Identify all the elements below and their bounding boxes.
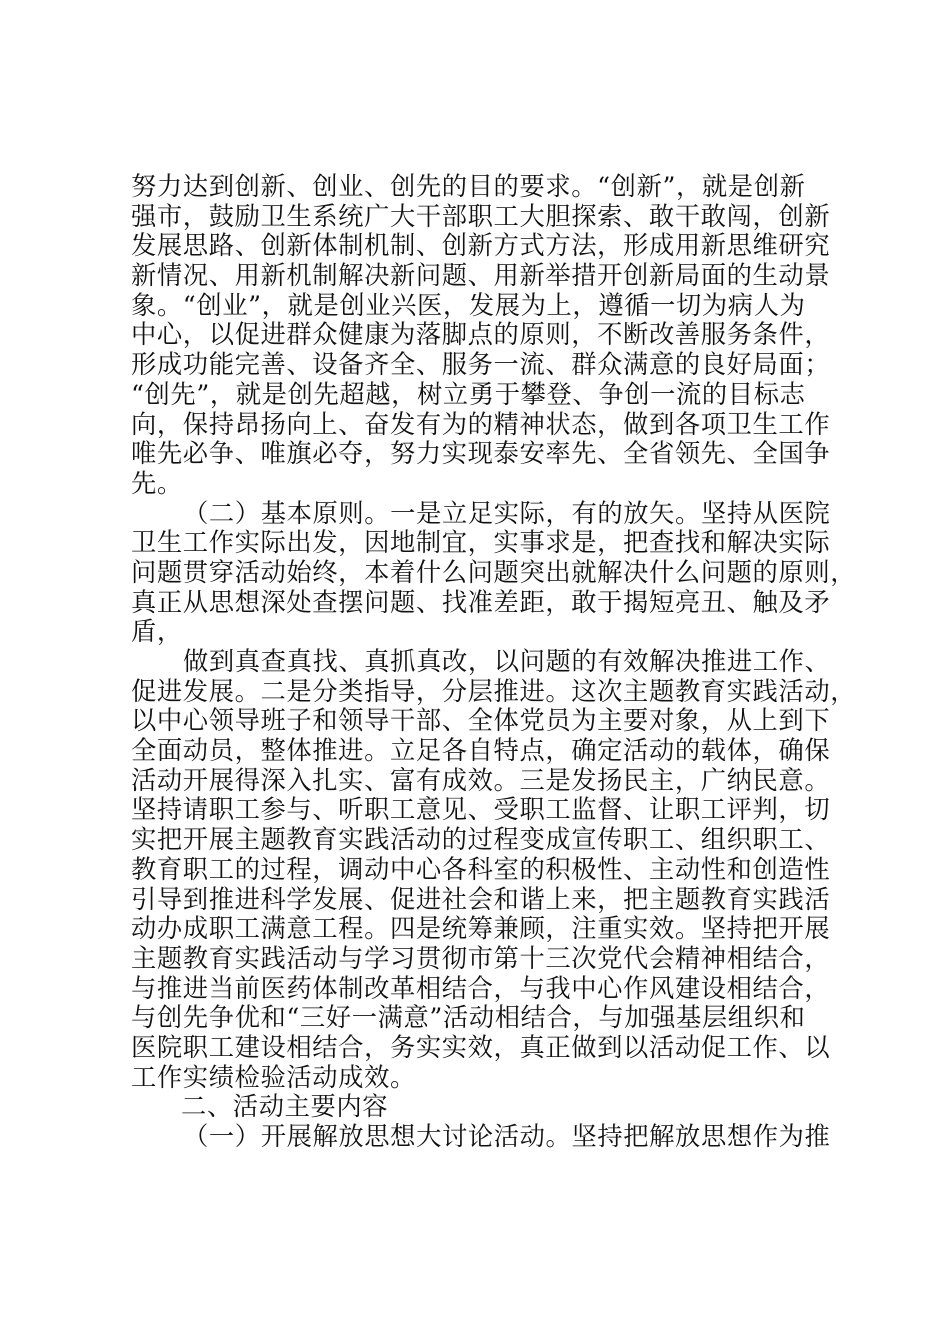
text-line: 引导到推进科学发展、促进社会和谐上来，把主题教育实践活 [131,884,831,914]
text-line: 坚持请职工参与、听职工意见、受职工监督、让职工评判，切 [131,795,831,825]
text-line: 教育职工的过程，调动中心各科室的积极性、主动性和创造性 [131,854,831,884]
text-line: 与创先争优和“三好一满意”活动相结合，与加强基层组织和 [131,1003,806,1033]
text-line: 卫生工作实际出发，因地制宜，实事求是，把查找和解决实际 [131,528,831,558]
text-line: 全面动员，整体推进。立足各自特点，确定活动的载体，确保 [131,736,831,766]
text-line: 象。“创业”，就是创业兴医，发展为上，遵循一切为病人为 [131,290,806,320]
text-line: 真正从思想深处查摆问题、找准差距，敢于揭短亮丑、触及矛 [131,587,831,617]
text-line: 发展思路、创新体制机制、创新方式方法，形成用新思维研究 [131,231,831,261]
text-line: 唯先必争、唯旗必夺，努力实现泰安率先、全省领先、全国争 [131,439,831,469]
text-line: 工作实绩检验活动成效。 [131,1062,416,1092]
text-line: 努力达到创新、创业、创先的目的要求。“创新”，就是创新 [131,172,806,201]
text-line: 医院职工建设相结合，务实实效，真正做到以活动促工作、以 [131,1032,831,1062]
text-line: 问题贯穿活动始终，本着什么问题突出就解决什么问题的原则， [131,557,857,587]
text-line: 先。 [131,468,183,498]
text-line: 中心，以促进群众健康为落脚点的原则，不断改善服务条件， [131,320,831,350]
text-line: 新情况、用新机制解决新问题、用新举措开创新局面的生动景 [131,261,831,291]
section-heading-main-content: 二、活动主要内容 [181,1092,389,1122]
section-heading-discussion: （一）开展解放思想大讨论活动。坚持把解放思想作为推 [183,1122,831,1151]
section-heading-basic-principles: （二）基本原则。一是立足实际，有的放矢。坚持从医院 [183,498,831,528]
text-line: 向，保持昂扬向上、奋发有为的精神状态，做到各项卫生工作 [131,409,831,439]
text-line: 盾， [131,617,183,647]
paragraph-start: 做到真查真找、真抓真改，以问题的有效解决推进工作、 [183,647,831,676]
text-line: 强市，鼓励卫生系统广大干部职工大胆探索、敢干敢闯，创新 [131,201,831,231]
text-line: 实把开展主题教育实践活动的过程变成宣传职工、组织职工、 [131,825,831,855]
text-line: 活动开展得深入扎实、富有成效。三是发扬民主，广纳民意。 [131,765,831,795]
document-body [131,172,857,1152]
text-line: 与推进当前医药体制改革相结合，与我中心作风建设相结合， [131,973,831,1003]
text-line: 主题教育实践活动与学习贯彻市第十三次党代会精神相结合， [131,943,831,973]
text-line: “创先”，就是创先超越，树立勇于攀登、争创一流的目标志 [131,379,806,409]
text-line: 形成功能完善、设备齐全、服务一流、群众满意的良好局面； [131,350,831,380]
text-line: 促进发展。二是分类指导，分层推进。这次主题教育实践活动， [131,676,857,706]
text-line: 以中心领导班子和领导干部、全体党员为主要对象，从上到下 [131,706,831,736]
text-line: 动办成职工满意工程。四是统筹兼顾，注重实效。坚持把开展 [131,914,831,944]
